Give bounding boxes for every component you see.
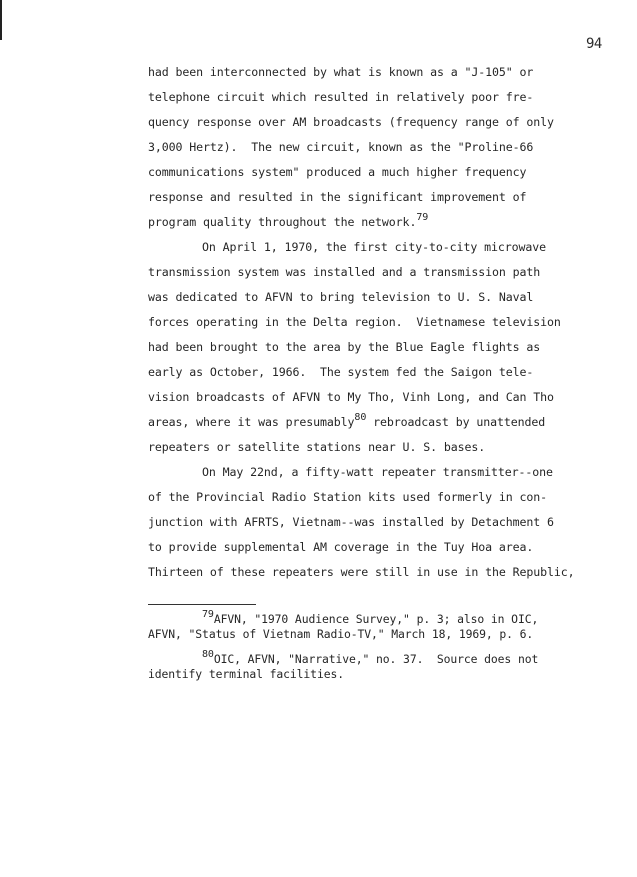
body-line: 3,000 Hertz). The new circuit, known as the "Proline-66 — [148, 140, 534, 154]
footnote-number: 80 — [202, 649, 214, 660]
body-line: On May 22nd, a fifty-watt repeater transmitter--one — [202, 465, 553, 479]
body-line: On April 1, 1970, the first city-to-city microwave — [202, 240, 547, 254]
footnote-line: AFVN, "Status of Vietnam Radio-TV," March 18, 1969, p. 6. — [148, 627, 534, 641]
body-line: had been brought to the area by the Blue Eagle flights as — [148, 340, 541, 354]
body-line — [148, 410, 608, 435]
footnote-text: OIC, AFVN, "Narrative," no. 37. Source does not — [213, 652, 539, 666]
body-line: response and resulted in the significant improvement of — [148, 190, 527, 204]
body-line: of the Provincial Radio Station kits used formerly in con- — [148, 490, 548, 504]
body-line-text: rebroadcast by unattended — [366, 415, 546, 429]
body-line: to provide supplemental AM coverage in the Tuy Hoa area. — [148, 540, 534, 554]
scan-edge-mark — [0, 0, 2, 40]
footnote-text: AFVN, "1970 Audience Survey," p. 3; also in OIC, — [213, 612, 539, 626]
footnote-line — [148, 609, 608, 627]
footnote-line: identify terminal facilities. — [148, 667, 344, 681]
body-line: repeaters or satellite stations near U. S. bases. — [148, 440, 486, 454]
body-text — [148, 60, 608, 585]
body-line — [148, 210, 608, 235]
endnote-marker: 80 — [354, 412, 367, 423]
endnote-marker: 79 — [416, 212, 429, 223]
body-line: vision broadcasts of AFVN to My Tho, Vinh Long, and Can Tho — [148, 390, 554, 404]
footnote-divider — [148, 604, 256, 605]
body-line: Thirteen of these repeaters were still in use in the Republic, — [148, 565, 575, 579]
body-line: transmission system was installed and a transmission path — [148, 265, 541, 279]
body-line: quency response over AM broadcasts (frequency range of only — [148, 115, 554, 129]
page-number: 94 — [586, 36, 602, 52]
body-line-text: areas, where it was presumably — [148, 415, 355, 429]
body-line: was dedicated to AFVN to bring television to U. S. Naval — [148, 290, 534, 304]
footnote-line — [148, 649, 608, 667]
body-line: forces operating in the Delta region. Vietnamese television — [148, 315, 561, 329]
body-line: communications system" produced a much higher frequency — [148, 165, 527, 179]
body-line: junction with AFRTS, Vietnam--was installed by Detachment 6 — [148, 515, 554, 529]
body-line: had been interconnected by what is known as a "J-105" or — [148, 65, 534, 79]
footnote-number: 79 — [202, 609, 214, 620]
body-line-text: program quality throughout the network. — [148, 215, 417, 229]
footnotes — [148, 609, 608, 682]
body-line: early as October, 1966. The system fed the Saigon tele- — [148, 365, 534, 379]
body-line: telephone circuit which resulted in relatively poor fre- — [148, 90, 534, 104]
